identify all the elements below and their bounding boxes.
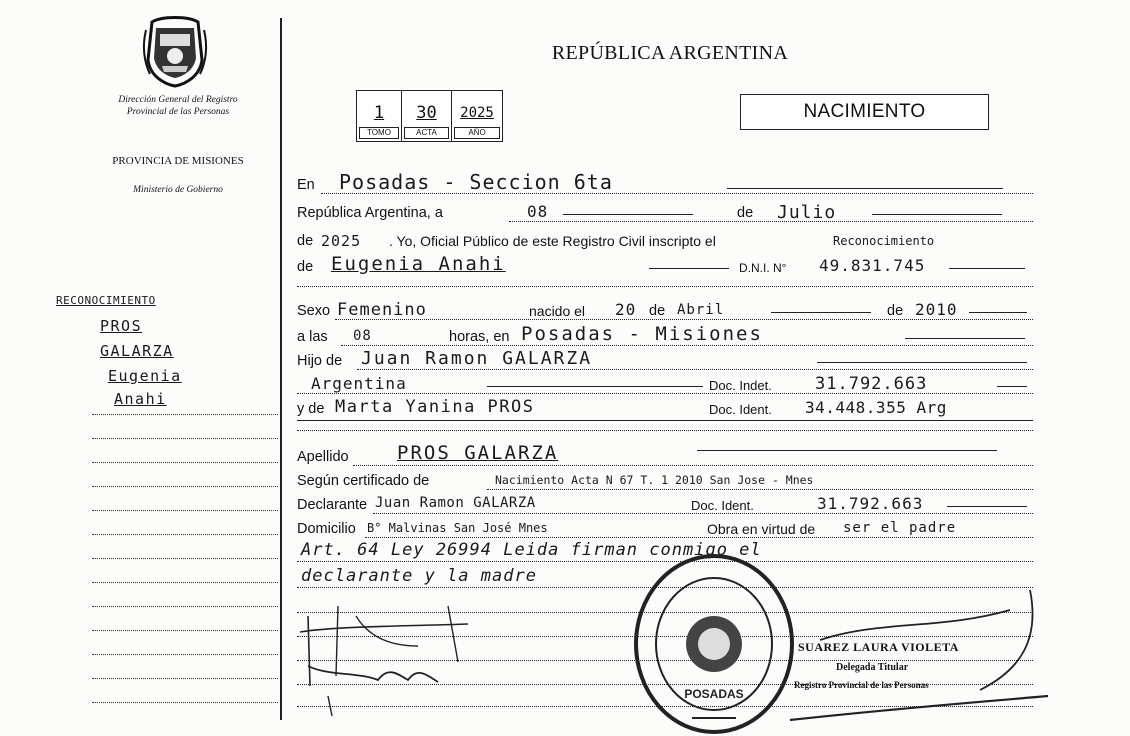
- day-value: 08: [527, 202, 549, 221]
- margin-dotted-line: [92, 582, 278, 583]
- dotted-line: [487, 489, 1033, 490]
- declarante-label: Declarante: [297, 497, 368, 513]
- de-year-label: de: [297, 233, 314, 249]
- margin-dotted-line: [92, 606, 278, 607]
- margin-dotted-line: [92, 438, 278, 439]
- form-row-surname: [297, 442, 1033, 470]
- segun-label: Según certificado de: [297, 473, 430, 489]
- born-label: nacido el: [529, 303, 586, 319]
- form-row-certificate: [297, 470, 1033, 494]
- doc-ident-label: Doc. Ident.: [709, 402, 772, 417]
- form-row-name: [297, 253, 1033, 280]
- margin-dotted-line: [92, 510, 278, 511]
- fill-line: [297, 420, 1033, 421]
- fill-line: [649, 268, 729, 269]
- fill-line: [872, 214, 1002, 215]
- acta-label: ACTA: [404, 127, 449, 139]
- father-doc-value: 31.792.663: [815, 374, 928, 394]
- margin-dotted-line: [92, 462, 278, 463]
- margin-dotted-line: [92, 558, 278, 559]
- certificate-value: Nacimiento Acta N 67 T. 1 2010 San Jose - Mnes: [495, 473, 814, 487]
- dni-label: D.N.I. N°: [739, 261, 787, 275]
- acta-box: [402, 90, 452, 142]
- margin-dotted-line: [92, 486, 278, 487]
- name-value: Eugenia Anahi: [331, 253, 506, 275]
- dotted-line: [365, 537, 1033, 538]
- decl-doc-label: Doc. Ident.: [691, 498, 754, 513]
- de1-label: de: [649, 303, 666, 319]
- fill-line: [563, 214, 693, 215]
- republica-label: República Argentina, a: [297, 205, 443, 221]
- margin-dotted-line: [92, 678, 278, 679]
- record-type-box: NACIMIENTO: [740, 94, 989, 130]
- mother-value: Marta Yanina PROS: [335, 397, 535, 417]
- year-value: 2025: [321, 232, 362, 250]
- hour-value: 08: [353, 328, 372, 344]
- dotted-line: [335, 319, 1033, 320]
- form-row-address: [297, 518, 1033, 542]
- father-nationality-value: Argentina: [311, 374, 407, 393]
- closing-line-value: declarante y la madre: [301, 566, 537, 586]
- ano-label: AÑO: [454, 127, 500, 139]
- form-row-father-doc: [297, 374, 1033, 398]
- obra-label: Obra en virtud de: [707, 521, 816, 537]
- de2-label: de: [887, 303, 904, 319]
- dotted-line: [373, 513, 1033, 514]
- dotted-separator: [297, 286, 1033, 287]
- ano-value: 2025: [460, 105, 494, 121]
- margin-dotted-line: [92, 534, 278, 535]
- form-row-sex: [297, 300, 1033, 324]
- official-registry: Registro Provincial de las Personas: [794, 680, 929, 690]
- ministry-name: Ministerio de Gobierno: [133, 185, 223, 195]
- dotted-line: [341, 345, 1033, 346]
- fill-line: [727, 188, 1003, 189]
- birth-year-value: 2010: [915, 300, 958, 319]
- yde-label: y de: [297, 401, 325, 417]
- form-row-date: [297, 202, 1033, 226]
- fill-line: [905, 338, 1025, 339]
- tomo-value: 1: [373, 103, 385, 123]
- official-signature-icon: [780, 580, 1050, 730]
- margin-dotted-line: [92, 414, 278, 415]
- dotted-line: [509, 221, 1033, 222]
- form-row-declarant: [297, 494, 1033, 518]
- country-title: REPÚBLICA ARGENTINA: [551, 42, 789, 64]
- tomo-box: [356, 90, 402, 142]
- basis-value: ser el padre: [843, 520, 957, 536]
- province-name: PROVINCIA DE MISIONES: [112, 155, 244, 167]
- margin-note-line: GALARZA: [100, 342, 174, 360]
- form-row-place: [297, 170, 1033, 198]
- organization-name: Dirección General del Registro Provincial de las Personas: [118, 95, 238, 117]
- birth-month-value: Abril: [677, 302, 725, 318]
- margin-dotted-line: [92, 702, 278, 703]
- mother-doc-value: 34.448.355 Arg: [805, 398, 947, 417]
- declarant-doc-value: 31.792.663: [817, 494, 924, 513]
- form-row-hour: [297, 323, 1033, 350]
- surname-value: PROS GALARZA: [397, 442, 559, 464]
- margin-dotted-line: [92, 654, 278, 655]
- margin-dotted-line: [92, 630, 278, 631]
- apellido-label: Apellido: [297, 449, 349, 465]
- de-name-label: de: [297, 259, 314, 275]
- official-name: SUAREZ LAURA VIOLETA: [798, 640, 959, 654]
- doc-indet-label: Doc. Indet.: [709, 378, 772, 393]
- alas-label: a las: [297, 329, 328, 345]
- address-value: B° Malvinas San José Mnes: [367, 521, 548, 535]
- declarant-signature-icon: [298, 576, 498, 716]
- margin-note-line: Eugenia: [108, 367, 182, 385]
- domicilio-label: Domicilio: [297, 521, 356, 537]
- dotted-line: [357, 369, 1033, 370]
- dotted-line: [297, 393, 1033, 394]
- month-value: Julio: [777, 202, 837, 223]
- dotted-line: [353, 465, 1033, 466]
- place-value: Posadas - Seccion 6ta: [339, 170, 613, 194]
- fill-line: [969, 312, 1027, 313]
- form-row-father: [297, 350, 1033, 374]
- legal-line-value: Art. 64 Ley 26994 Leida firman conmigo el: [301, 540, 762, 560]
- margin-note-line: Anahi: [114, 390, 167, 408]
- sex-value: Femenino: [337, 300, 427, 320]
- declarant-value: Juan Ramon GALARZA: [375, 495, 536, 511]
- acta-value: 30: [416, 103, 437, 123]
- fill-line: [697, 450, 997, 451]
- fill-line: [487, 386, 703, 387]
- officer-text: . Yo, Oficial Público de este Registro Civil inscripto el: [389, 233, 716, 249]
- form-row-mother: [297, 398, 1033, 422]
- dotted-separator: [297, 430, 1033, 431]
- fill-line: [771, 312, 871, 313]
- horas-label: horas, en: [449, 329, 510, 345]
- dni-value: 49.831.745: [819, 256, 926, 275]
- column-divider: [280, 18, 282, 720]
- fill-line: [817, 362, 1027, 363]
- de-label: de: [737, 205, 754, 221]
- fill-line: [997, 386, 1027, 387]
- father-value: Juan Ramon GALARZA: [361, 348, 593, 369]
- dotted-line: [321, 193, 1033, 194]
- tomo-label: TOMO: [359, 127, 399, 139]
- sexo-label: Sexo: [297, 303, 331, 319]
- official-seal-icon: [632, 548, 796, 736]
- birth-place-value: Posadas - Misiones: [521, 323, 763, 345]
- official-role: Delegada Titular: [836, 662, 909, 673]
- hijo-label: Hijo de: [297, 353, 343, 369]
- margin-note-line: PROS: [100, 317, 143, 335]
- ano-box: [452, 90, 503, 142]
- birth-day-value: 20: [615, 300, 637, 319]
- en-label: En: [297, 177, 315, 193]
- left-column: [0, 0, 282, 736]
- form-row-officer: [297, 230, 1033, 254]
- fill-line: [947, 506, 1027, 507]
- svg-text:POSADAS: POSADAS: [684, 687, 744, 701]
- fill-line: [949, 268, 1025, 269]
- margin-note-title: RECONOCIMIENTO: [56, 294, 156, 307]
- act-type-value: Reconocimiento: [833, 234, 935, 248]
